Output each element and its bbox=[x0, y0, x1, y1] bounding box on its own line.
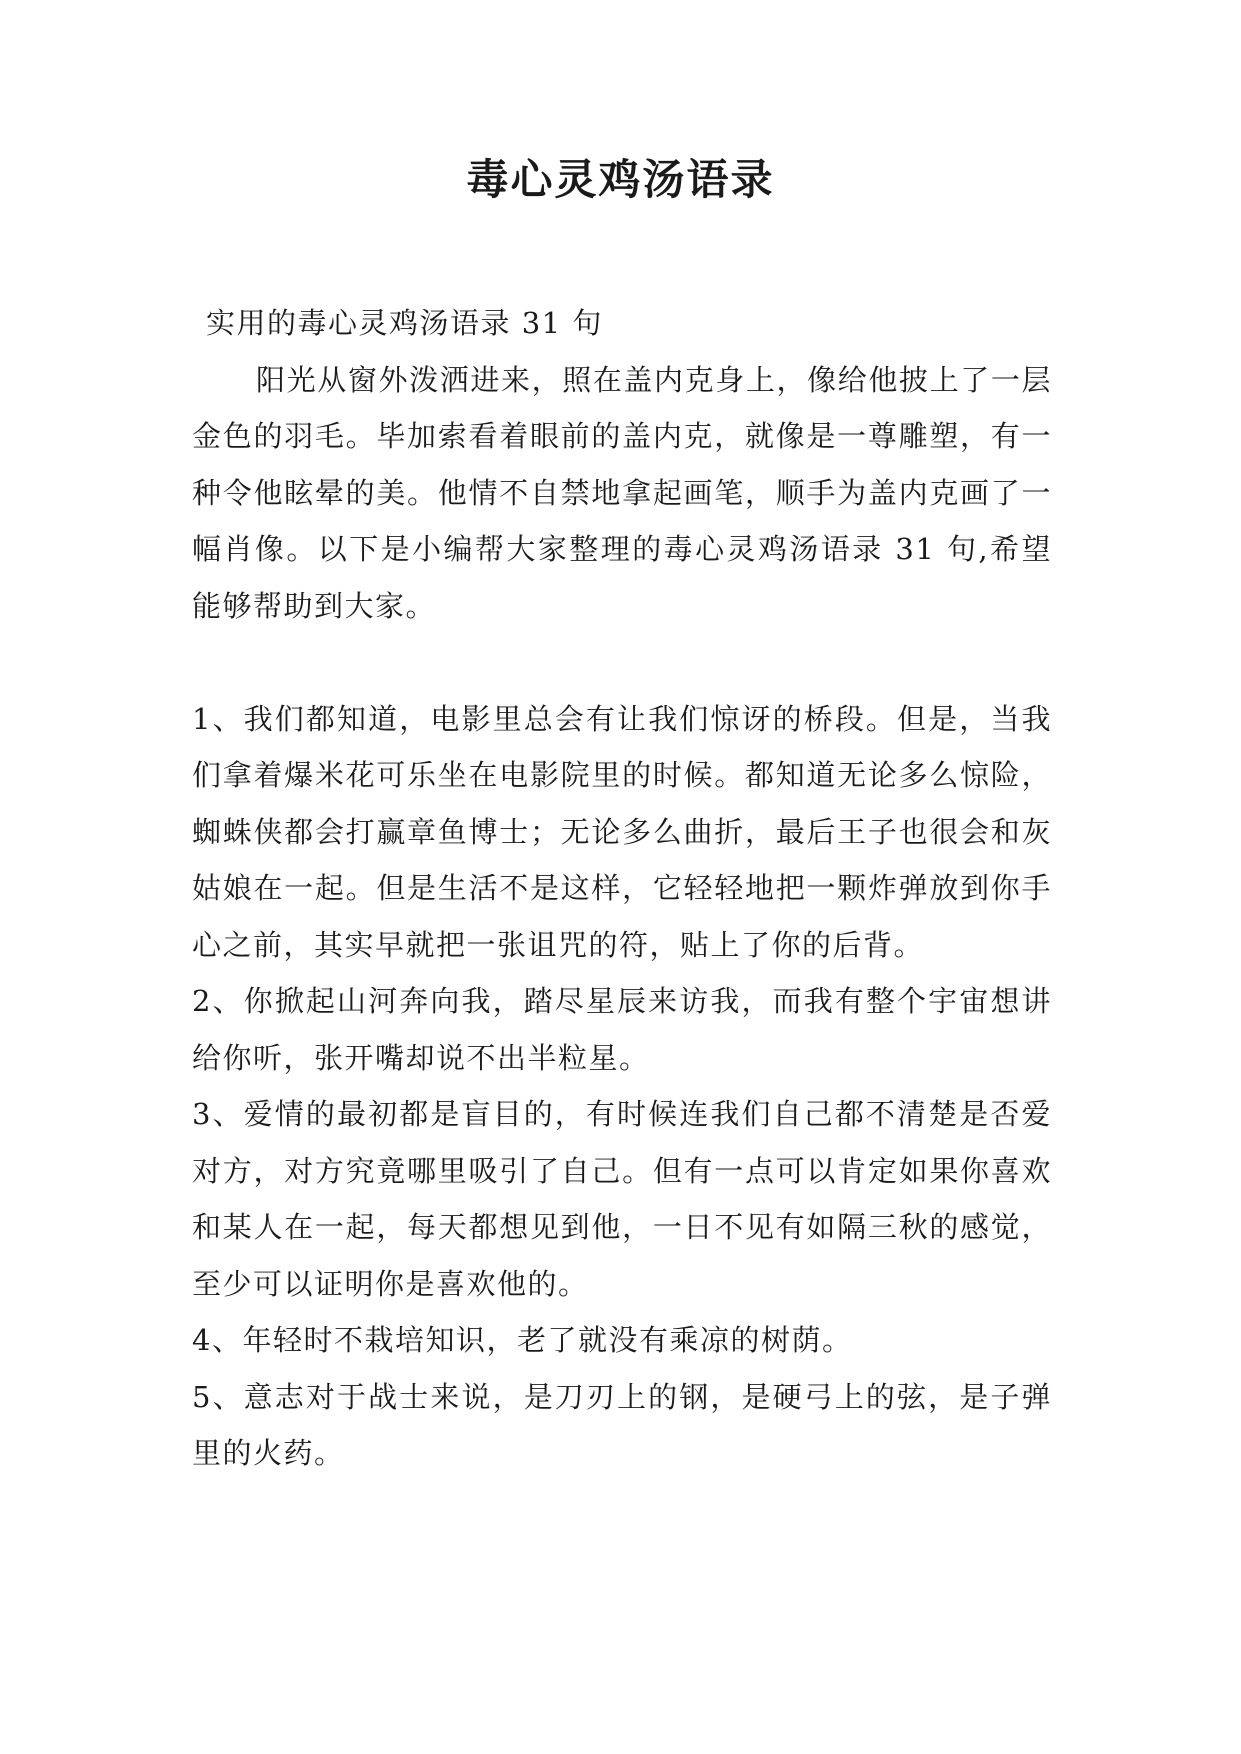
document-title: 毒心灵鸡汤语录 bbox=[466, 155, 775, 204]
list-item: 2、你掀起山河奔向我，踏尽星辰来访我，而我有整个宇宙想讲给你听，张开嘴却说不出半粒星。 bbox=[192, 984, 1052, 1075]
list-item: 4、年轻时不栽培知识，老了就没有乘凉的树荫。 bbox=[192, 1323, 853, 1357]
list-item: 1、我们都知道，电影里总会有让我们惊讶的桥段。但是，当我们拿着爆米花可乐坐在电影院里的时候。都知道无论多么惊险，蜘蛛侠都会打赢章鱼博士；无论多么曲折，最后王子也很会和灰姑娘在一起。但是生活不是这样，它轻轻地把一颗炸弹放到你手心之前，其实早就把一张诅咒的符，贴上了你的后背。 bbox=[192, 701, 1052, 962]
intro-paragraph: 阳光从窗外泼洒进来，照在盖内克身上，像给他披上了一层金色的羽毛。毕加索看着眼前的盖内克，就像是一尊雕塑，有一种令他眩晕的美。他情不自禁地拿起画笔，顺手为盖内克画了一幅肖像。以下是小编帮大家整理的毒心灵鸡汤语录 31 句,希望能够帮助到大家。 bbox=[192, 362, 1052, 623]
document-body bbox=[192, 295, 1052, 1482]
document-subtitle: 实用的毒心灵鸡汤语录 31 句 bbox=[206, 306, 603, 340]
list-item: 3、爱情的最初都是盲目的，有时候连我们自己都不清楚是否爱对方，对方究竟哪里吸引了自己。但有一点可以肯定如果你喜欢和某人在一起，每天都想见到他，一日不见有如隔三秋的感觉，至少可以证明你是喜欢他的。 bbox=[192, 1097, 1052, 1301]
paragraph-spacer bbox=[192, 634, 1052, 691]
list-item: 5、意志对于战士来说，是刀刃上的钢，是硬弓上的弦，是子弹里的火药。 bbox=[192, 1379, 1052, 1470]
